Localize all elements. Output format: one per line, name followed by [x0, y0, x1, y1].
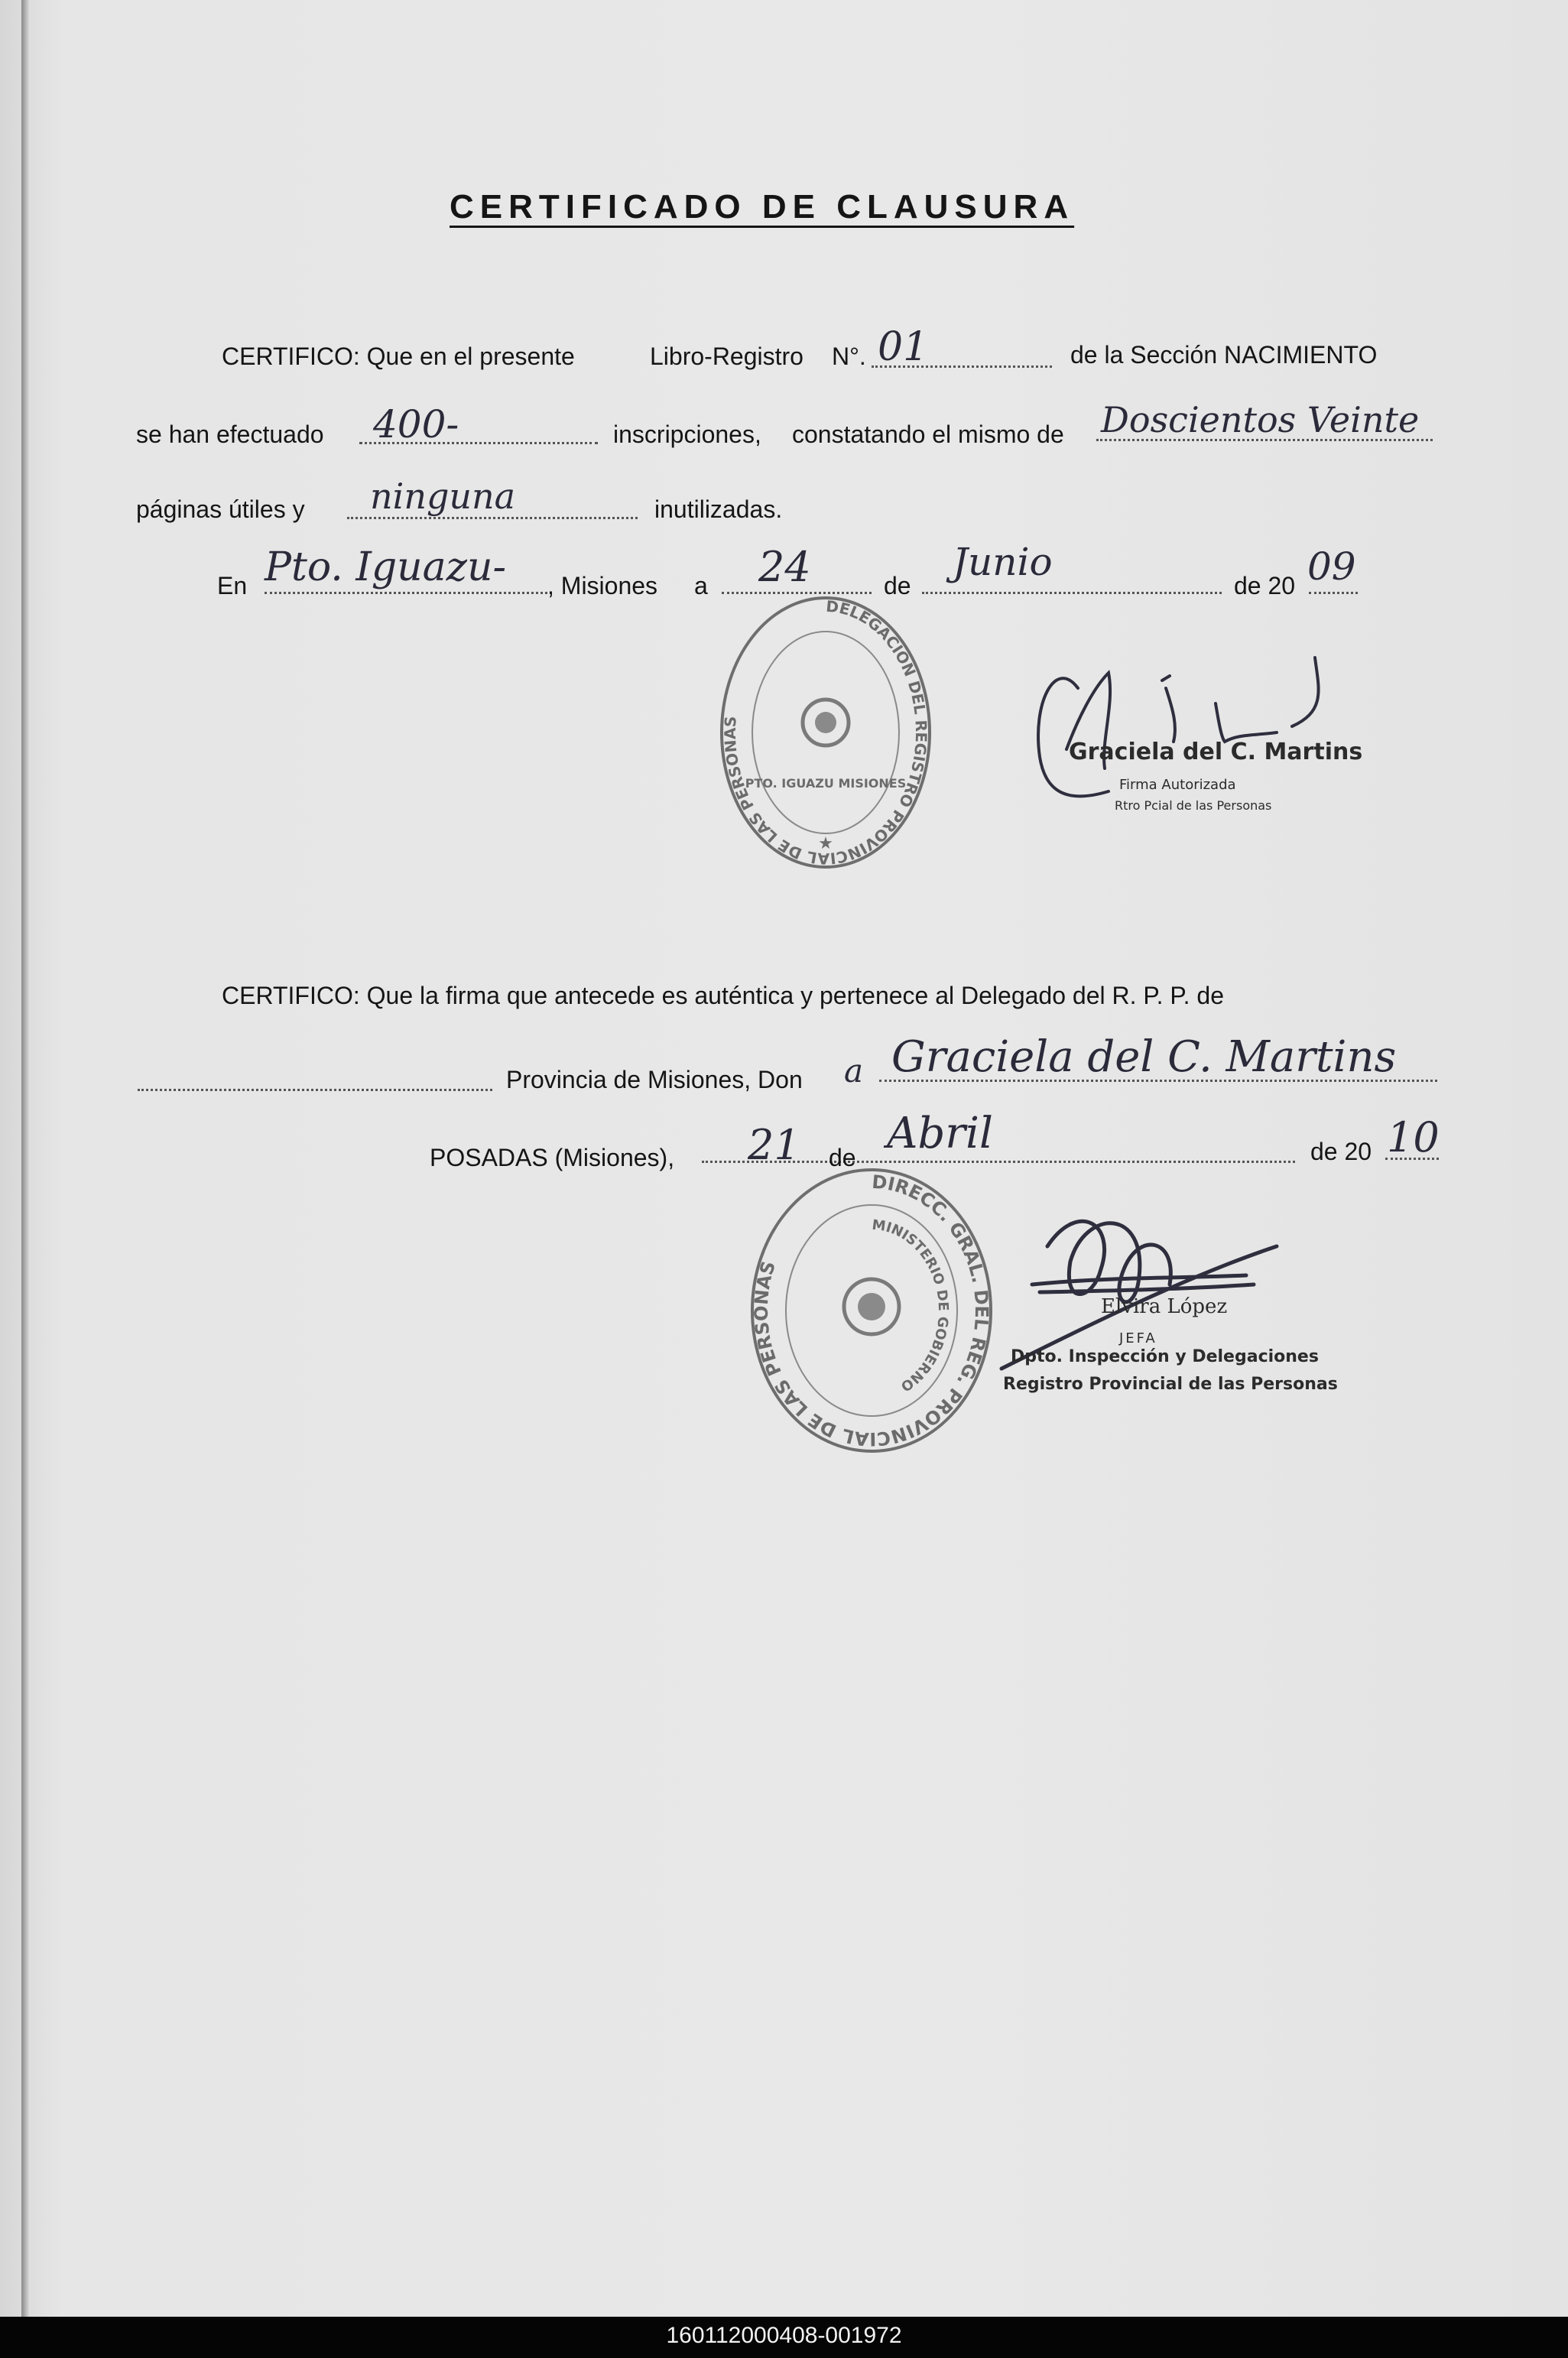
- year-suffix-handwritten: 09: [1307, 544, 1356, 589]
- cert1-line4-a: a: [694, 572, 708, 599]
- cert1-line1-suffix: de la Sección NACIMIENTO: [1070, 341, 1378, 369]
- signature2-org: Registro Provincial de las Personas: [1003, 1375, 1338, 1394]
- signature1-role: Firma Autorizada: [1119, 777, 1236, 793]
- cert2-don-suffix-handwritten: a: [844, 1052, 864, 1090]
- cert2-month-handwritten: Abril: [887, 1109, 993, 1158]
- inutilizadas-blank: [347, 517, 638, 519]
- document-id: 160112000408-001972: [666, 2323, 902, 2348]
- libro-number-handwritten: 01: [878, 324, 929, 370]
- cert1-line2-mid2: constatando el mismo de: [792, 421, 1064, 448]
- signature2-dept: Dpto. Inspección y Delegaciones: [1011, 1347, 1319, 1366]
- month-blank: [922, 592, 1222, 594]
- stamp1-star-icon: ★: [818, 833, 833, 853]
- cert1-line4-en: En: [217, 572, 248, 599]
- cert2-line2-label: Provincia de Misiones, Don: [506, 1066, 803, 1093]
- cert1-line2-prefix: se han efectuado: [136, 421, 324, 448]
- day-handwritten: 24: [758, 543, 811, 591]
- cert2-line3-year-prefix: de 20: [1310, 1138, 1372, 1165]
- signature2-name: Elvira López: [1101, 1295, 1228, 1318]
- cert1-line1-prefix: CERTIFICO: Que en el presente: [222, 343, 575, 370]
- cert2-line3-prefix: POSADAS (Misiones),: [430, 1144, 675, 1171]
- place-blank: [265, 592, 547, 594]
- cert1-line3-suffix: inutilizadas.: [654, 495, 783, 523]
- book-spine-shadow: [21, 0, 29, 2317]
- registry-stamp-1: [719, 589, 933, 869]
- stamp2-ring-text: DIRECC. GRAL. DEL REG. PROVINCIAL DE LAS PERSONAS: [750, 1171, 993, 1450]
- cert1-line1-libro: Libro-Registro: [650, 343, 803, 370]
- cert1-line2-mid: inscripciones,: [613, 421, 761, 448]
- inutilizadas-count-handwritten: ninguna: [370, 476, 516, 517]
- cert1-line1-no: N°.: [832, 343, 866, 370]
- cert2-line1: CERTIFICO: Que la firma que antecede es auténtica y pertenece al Delegado del R. P. P. de: [222, 982, 1224, 1009]
- stamp1-ring-text: DELEGACION DEL REGISTRO PROVINCIAL DE LAS PERSONAS: [720, 596, 931, 869]
- cert1-line4-year-prefix: de 20: [1234, 572, 1296, 599]
- place-handwritten: Pto. Iguazu-: [265, 544, 507, 590]
- inscripciones-count-handwritten: 400-: [373, 402, 459, 447]
- cert2-blank-left: [138, 1089, 492, 1091]
- stamp2-inner-text: MINISTERIO DE GOBIERNO: [871, 1216, 952, 1395]
- cert1-line4-misiones: , Misiones: [547, 572, 658, 599]
- cert2-year-suffix-handwritten: 10: [1387, 1113, 1440, 1161]
- signature2-title: JEFA: [1119, 1330, 1157, 1346]
- cert1-line3-prefix: páginas útiles y: [136, 495, 305, 523]
- delegate-name-handwritten: Graciela del C. Martins: [891, 1032, 1397, 1082]
- signature1-org: Rtro Pcial de las Personas: [1115, 798, 1272, 813]
- cert2-line3-de: de: [829, 1144, 856, 1171]
- cert2-day-handwritten: 21: [748, 1121, 800, 1169]
- signature1-name: Graciela del C. Martins: [1069, 739, 1363, 765]
- pages-words-handwritten: Doscientos Veinte: [1101, 399, 1420, 440]
- page-title: CERTIFICADO DE CLAUSURA: [450, 188, 1075, 226]
- year-blank: [1309, 592, 1358, 594]
- signature-2-scribble: [986, 1177, 1307, 1407]
- month-handwritten: Junio: [953, 540, 1053, 584]
- cert1-line4-de: de: [884, 572, 911, 599]
- registry-stamp-2: [749, 1165, 994, 1456]
- stamp1-inner-text: PTO. IGUAZU MISIONES: [745, 776, 907, 791]
